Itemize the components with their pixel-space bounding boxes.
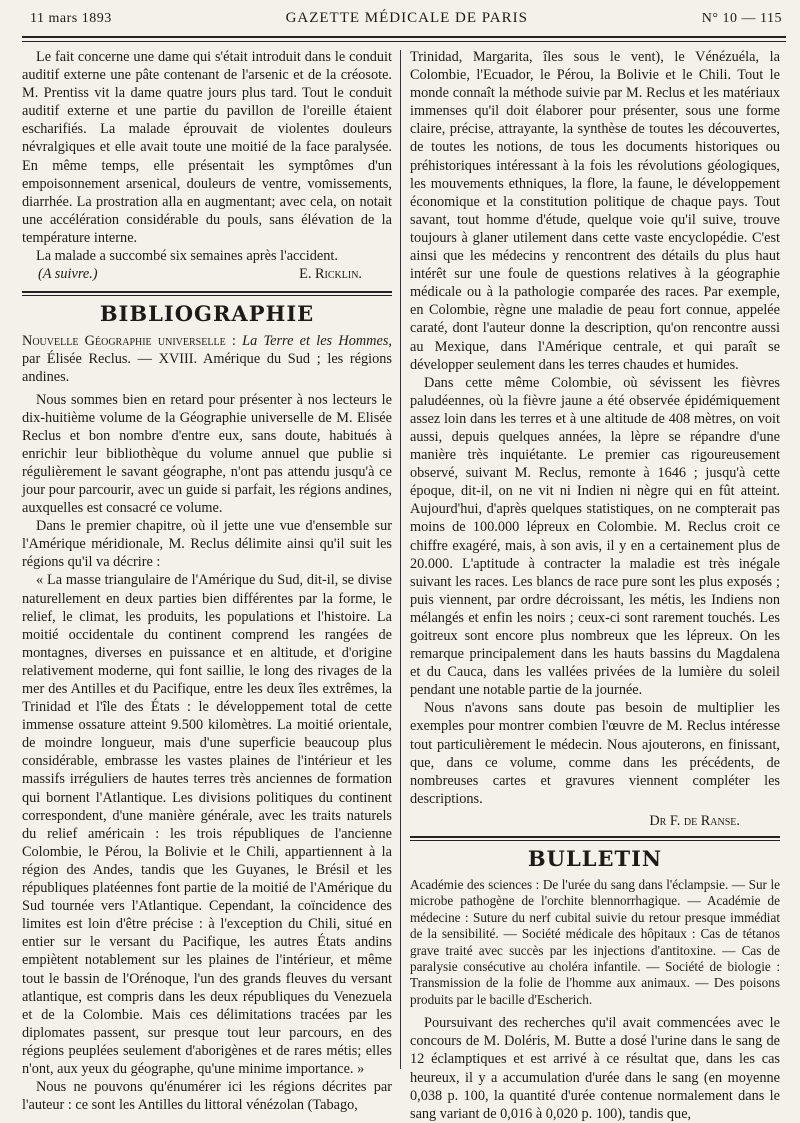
header-issue: N° 10 — 115 xyxy=(701,11,782,26)
review-continued-paragraph: Trinidad, Margarita, îles sous le vent), le Vénézuéla, la Colombie, l'Ecuador, le Pérou, la Bolivie et le Chili. Tout le monde connaît la méthode suivie par M. Reclus et les matériaux immenses qu'il doit élaborer pour présenter, sous une forme claire, précise, attrayante, la synthèse de toutes les découvertes, de toutes les notions, de tous les documents historiques ou préhistoriques intéressant à la fois les révolutions géologiques, les mouvements ethniques, la flore, la faune, le développement économique et la constitution politique de chaque pays. Tout savant, tout homme d'étude, quelque voie qu'il suive, trouve toujours à glaner utilement dans cette vaste encyclopédie. C'est ainsi que les médecins y rencontrent des détails du plus haut intérêt sur une foule de questions relatives à la géographie médicale ou à la pathologie comparée des races. Par exemple, en Colombie, règne une maladie de peau fort connue, appelée caraté, dont l'auteur donne la description, qu'on rencontre aussi au Mexique, dans l'Amérique centrale, et qui paraît se développer seulement dans les terres chaudes et humides. xyxy=(410,49,780,373)
book-ref-rest: par Élisée Reclus. — XVIII. Amérique du Sud ; les régions andines. xyxy=(22,351,392,386)
review-paragraph-4: Nous ne pouvons qu'énumérer ici les régions décrites par l'auteur : ce sont les Antilles du littoral vénézolan (Tabago, xyxy=(22,1079,392,1114)
right-column xyxy=(410,48,780,1122)
left-column xyxy=(22,48,392,1114)
header-rule xyxy=(22,36,786,42)
article-footer xyxy=(22,265,392,283)
header-date: 11 mars 1893 xyxy=(30,11,112,26)
header-title: GAZETTE MÉDICALE DE PARIS xyxy=(285,10,528,26)
review-paragraph-1: Nous sommes bien en retard pour présenter à nos lecteurs le dix-huitième volume de la Géographie universelle de M. Elisée Reclus et bon nombre d'entre eux, sans doute, habitués à enrichir leur bibliothèque du volume annuel que publie si régulièrement le savant géographe, n'ont pas attendu jusqu'à ce jour pour parcourir, avec un guide si parfait, les régions andines, auxquelles est consacré ce volume. xyxy=(22,391,392,517)
review-paragraph-2: Dans le premier chapitre, où il jette une vue d'ensemble sur l'Amérique méridionale, M. Reclus délimite ainsi qu'il suit les régions qu'il va décrire : xyxy=(22,518,392,571)
book-ref-title: La Terre et les Hommes, xyxy=(242,333,392,350)
review-leprosy-paragraph: Dans cette même Colombie, où sévissent les fièvres paludéennes, où la fièvre jaune a été observée épidémiquement assez loin dans les terres et à une altitude de 408 mètres, on voit aussi, depuis quelques années, la lèpre se répandre d'une manière très inquiétante. Le premier cas rigoureusement observé, suivant M. Reclus, remonte à 1646 ; jusqu'à cette époque, dit-il, on ne vit ni Indien ni nègre qui en fût atteint. Aujourd'hui, d'après quelques statistiques, on ne compterait pas moins de 100.000 lépreux en Colombie. M. Reclus croit ce chiffre exagéré, mais, à son avis, il y en a certainement plus de 20.000. L'aptitude à contracter la maladie est très inégale suivant les races. Les blancs de race pure sont les plus exposés ; puis viennent, par ordre décroissant, les métis, les Indiens non mélangés et enfin les noirs ; ceux-ci sont rarement touchés. Les goitreux sont encore plus nombreux que les lépreux. On les remarque principalement dans les hauts bassins du Magdalena et du Cauca, dans les vallées privées de la lumière du soleil pendant une notable partie de la journée. xyxy=(410,374,780,699)
book-reference xyxy=(22,332,392,386)
review-conclusion-paragraph: Nous n'avons sans doute pas besoin de multiplier les exemples pour montrer combien l'œuvre de M. Reclus intéresse tout particulièrement le médecin. Nous ajouterons, en finissant, que, dans ce volume, comme dans les précédents, de nombreuses cartes et gravures viennent compléter les descriptions. xyxy=(410,700,780,807)
bibliographie-heading: BIBLIOGRAPHIE xyxy=(99,301,315,327)
article-author: E. Ricklin. xyxy=(299,266,362,283)
bulletin-summary-text: Académie des sciences : De l'urée du sang dans l'éclampsie. — Sur le microbe pathogène de l'orchite blennorrhagique. — Académie de médecine : Suture du nerf cubital suivie du retour presque immédiat de la sensibilité. — Société médicale des hôpitaux : Cas de tétanos grave traité avec succès par les injections d'antitoxine. — Cas de paralysie consécutive au choléra infantile. — Société de biologie : Transmission de la folie de l'homme aux animaux. — Des poisons produits par le bacille d'Escherich. xyxy=(410,877,780,1007)
to-be-continued: (A suivre.) xyxy=(38,266,98,283)
article-intro-paragraph: Le fait concerne une dame qui s'était introduit dans le conduit auditif externe une pâte contenant de l'arsenic et de la créosote. M. Prentiss vit la dame quatre jours plus tard. Tout le conduit auditif externe et une partie du pavillon de l'oreille étaient escharifiés. La malade éprouvait de violentes douleurs névralgiques et elle avait toute une moitié de la face paralysée. En même temps, elle présentait les symptômes d'un empoisonnement arsenical, douleurs de ventre, vomissements, diarrhée. La prostration alla en augmentant; avec cela, on notait une accélération considérable du pouls, sans élévation de la température interne. xyxy=(22,49,392,246)
column-separator xyxy=(400,50,401,1069)
bulletin-heading: BULLETIN xyxy=(527,846,663,872)
review-signature: Dr F. de Ranse. xyxy=(649,812,740,829)
section-rule xyxy=(410,836,780,841)
review-quote-paragraph: « La masse triangulaire de l'Amérique du Sud, dit-il, se divise naturellement en deux parties bien différentes par la forme, le relief, le climat, les produits, les populations et l'histoire. La moitié occidentale du continent comprend les rangées de montagnes, diverses en puissance et en altitude, et d'origine relativement moderne, qui font saillie, le long des rivages de la mer des Antilles et du Pacifique, entre les deux îles extrêmes, la Trinidad et l'île des États : le développement total de cette immense ossature atteint 9.500 kilomètres. La moitié orientale, de moindre longueur, mais d'une superficie beaucoup plus considérable, embrasse les vastes plaines de l'intérieur et les massifs irréguliers de hautes terres très anciennes de formation qui bornent l'Atlantique. Les divisions politiques du continent correspondent, d'une manière générale, avec les traits naturels du relief américain : les trois républiques de l'ancienne Colombie, le Pérou, la Bolivie et le Chili, appartiennent à la région des Andes, tandis que les Guyanes, le Brésil et les républiques platéennes font partie de la moitié de l'Amérique du Sud tournée vers l'Atlantique. Cependant, la coïncidence des limites est loin d'être précise : à l'exception du Chili, situé en entier sur le versant du Pacifique, les autres États andins empiètent notablement sur les plaines de l'intérieur, et même tout le bassin de l'Orénoque, l'un des grands fleuves du versant atlantique, est compris dans les deux républiques du Venezuela et de la Colombie. Mais ces délimitations tracées par les diplomates passent, sur presque tout leur parcours, en des régions peuplées seulement d'aborigènes et de rares métis; elles n'ont, aux yeux du géographe, qu'une minime importance. » xyxy=(22,572,392,1077)
article-death-paragraph: La malade a succombé six semaines après l'accident. xyxy=(36,248,338,265)
section-rule xyxy=(22,291,392,296)
page-header xyxy=(30,10,782,32)
book-ref-label: Nouvelle Géographie universelle : xyxy=(22,333,236,350)
bulletin-paragraph-1: Poursuivant des recherches qu'il avait commencées avec le concours de M. Doléris, M. Butte a dosé l'urine dans le sang de 12 éclamptiques et est arrivé à ce résultat que, dans les cas heureux, il y a accumulation d'urée dans le sang (en moyenne 0,038 p. 100, la quantité d'urée contenue normalement dans le sang variant de 0,016 à 0,020 p. 100), tandis que, xyxy=(410,1015,780,1122)
bulletin-summary xyxy=(410,877,780,1008)
